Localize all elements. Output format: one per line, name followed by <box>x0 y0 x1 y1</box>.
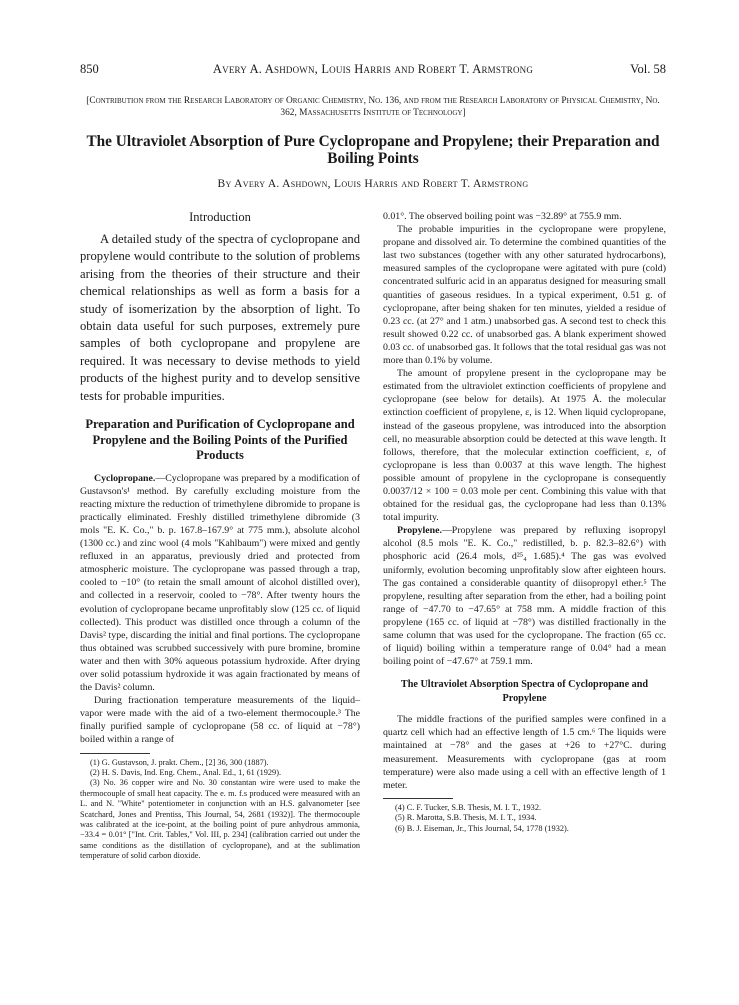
intro-paragraph: A detailed study of the spectra of cyclopropane and propylene would contribute to the solution of problems arising from the theories of their structure and their chemical relationships as well as form a basis for a study of isomerization by the absorption of light. To obtain data useful for such purposes, extremely pure samples of both cyclopropane and propylene are required. It was necessary to devise methods to yield products of the highest purity and to develop sensitive tests for probable impurities. <box>80 232 360 403</box>
footnote-5: (5) R. Marotta, S.B. Thesis, M. I. T., 1934. <box>395 813 537 823</box>
propylene-runin: Propylene. <box>397 525 442 537</box>
footnote-2: (2) H. S. Davis, Ind. Eng. Chem., Anal. Ed., 1, 61 (1929). <box>90 767 282 777</box>
cyclopropane-paragraph <box>80 472 360 695</box>
propylene-amount-paragraph: The amount of propylene present in the cyclopropane may be estimated from the ultraviolet extinction coefficients of propylene and cyclopropane (see below for details). At 1975 Å. the molecular extinction coefficient of propylene, ε, is 12. When liquid cyclopropane, instead of the gaseous propylene, was introduced into the absorption cell, no measurable absorption could be detected at this wave length. It follows, therefore, that the molecular extinction coefficient, ε, of cyclopropane is less than 0.0037 at this wave length. The highest possible amount of propylene in the cyclopropane is consequently 0.0037/12 × 100 = 0.03 mole per cent. Combining this value with that obtained for the residual gas, the cyclopropane had less than 0.13% total impurity. <box>383 368 666 524</box>
prep-heading: Preparation and Purification of Cyclopropane and Propylene and the Boiling Points of the Purified Products <box>85 417 355 463</box>
impurities-paragraph: The probable impurities in the cyclopropane were propylene, propane and dissolved air. To determine the combined quantities of the last two substances (together with any other saturated hydrocarbons), measured samples of the cyclopropane were agitated with pure (cold) concentrated sulfuric acid in an apparatus designed for measuring small quantities of gaseous residues. In a typical experiment, 0.51 g. of cyclopropane, after being shaken for ten minutes, yielded a residue of 0.23 cc. (at 27° and 1 atm.) unabsorbed gas. A second test to check this result showed 0.22 cc. of unabsorbed gas. A blank experiment showed 0.03 cc. of unabsorbed gas. It follows that the total residual gas was not more than 0.1% by volume. <box>383 224 666 367</box>
boiling-point-continuation: 0.01°. The observed boiling point was −32.89° at 755.9 mm. <box>383 211 622 222</box>
footnote-4: (4) C. F. Tucker, S.B. Thesis, M. I. T., 1932. <box>395 802 542 812</box>
page-number: 850 <box>80 62 99 76</box>
fractionation-paragraph: During fractionation temperature measurements of the liquid–vapor were made with the aid of a two-element thermocouple.³ The finally purified sample of cyclopropane (58 cc. of liquid at −78°) boiled within a range of <box>80 695 360 746</box>
left-column <box>80 210 360 862</box>
cyclopropane-runin: Cyclopropane. <box>94 472 156 484</box>
intro-heading: Introduction <box>189 210 251 224</box>
footnote-3: (3) No. 36 copper wire and No. 30 constantan wire were used to make the thermocouple of small heat capacity. The e. m. f.s produced were measured with an L. and N. "White" potentiometer in conjunction with an H.S. galvanometer [see Scatchard, Jones and Prentiss, This Journal, 54, 2681 (1932)]. The thermocouple was calibrated at the ice-point, at the boiling point of pure anhydrous ammonia, −33.4 = 0.01° ["Int. Crit. Tables," Vol. III, p. 234] (calibration carried out under the same conditions as the distillation of cyclopropane), and at the sublimation temperature of solid carbon dioxide. <box>80 778 360 861</box>
uv-spectra-paragraph: The middle fractions of the purified samples were confined in a quartz cell which had an effective length of 1.5 cm.⁶ The liquids were maintained at −78° and the gases at +26 to +27°C. during measurement. Measurements with cyclopropane (gas at room temperature) were also made using a cell with an effective length of 1 meter. <box>383 714 666 791</box>
uv-spectra-heading: The Ultraviolet Absorption Spectra of Cyclopropane and Propylene <box>400 679 649 704</box>
propylene-text: —Propylene was prepared by refluxing isopropyl alcohol (8.5 mols "E. K. Co.," redistilled, b. p. 82.3–82.6°) with phosphoric acid (26.4 mols, d²⁵₄ 1.685).⁴ The gas was evolved uniformly, evolution becoming unprofitably slow after eighteen hours. The gas contained a considerable quantity of diisopropyl ether.⁵ The propylene, resulting after separation from the ether, had a boiling point range of −47.70 to −47.65° at 758 mm. A middle fraction of this propylene (165 cc. of liquid at −78°) was distilled fractionally in the same column that was used for the cyclopropane. The fraction (65 cc. of liquid) boiling within a temperature range of 0.04° had a mean boiling point of −47.67° at 759.1 mm. <box>383 525 666 668</box>
right-column <box>383 210 666 834</box>
footnote-rule-right <box>383 798 453 799</box>
footnote-rule <box>80 753 150 754</box>
propylene-paragraph <box>383 524 666 668</box>
cyclopropane-text: —Cyclopropane was prepared by a modification of Gustavson's¹ method. By carefully excluding moisture from the reacting mixture the reduction of trimethylene dibromide to propane is practically eliminated. Freshly distilled trimethylene dibromide (3 mols "E. K. Co.," b. p. 167.8–167.9° at 775 mm.), absolute alcohol (1300 cc.) and zinc wool (4 mols "Kahlbaum") were mixed and gently refluxed in an apparatus, previously dried and protected from atmospheric moisture. The cyclopropane was passed through a trap, cooled to −10° (to retain the small amount of alcohol distilled over), and collected in a reservoir, cooled to −78°. After twenty hours the evolution of cyclopropane became unprofitably slow (125 cc. of liquid collected). This product was distilled once through a column of the Davis² type, discarding the initial and final portions. The cyclopropane thus obtained was scrubbed successively with pure bromine, bromine water and then with 30% aqueous potassium hydroxide. After drying over solid potassium hydroxide it was again fractionated by means of the Davis² column. <box>80 472 360 694</box>
volume-label: Vol. 58 <box>630 62 666 76</box>
footnote-1: (1) G. Gustavson, J. prakt. Chem., [2] 36, 300 (1887). <box>90 757 269 767</box>
byline: By Avery A. Ashdown, Louis Harris and Robert T. Armstrong <box>217 178 529 190</box>
contribution-note: [Contribution from the Research Laboratory of Organic Chemistry, No. 136, and from the Research Laboratory of Physical Chemistry, No. 362, Massachusetts Institute of Technology] <box>86 96 660 118</box>
paper-title: The Ultraviolet Absorption of Pure Cyclopropane and Propylene; their Preparation and Boiling Points <box>86 133 660 167</box>
running-head-authors: Avery A. Ashdown, Louis Harris and Robert T. Armstrong <box>212 62 534 76</box>
footnote-6: (6) B. J. Eiseman, Jr., This Journal, 54, 1778 (1932). <box>395 823 569 833</box>
